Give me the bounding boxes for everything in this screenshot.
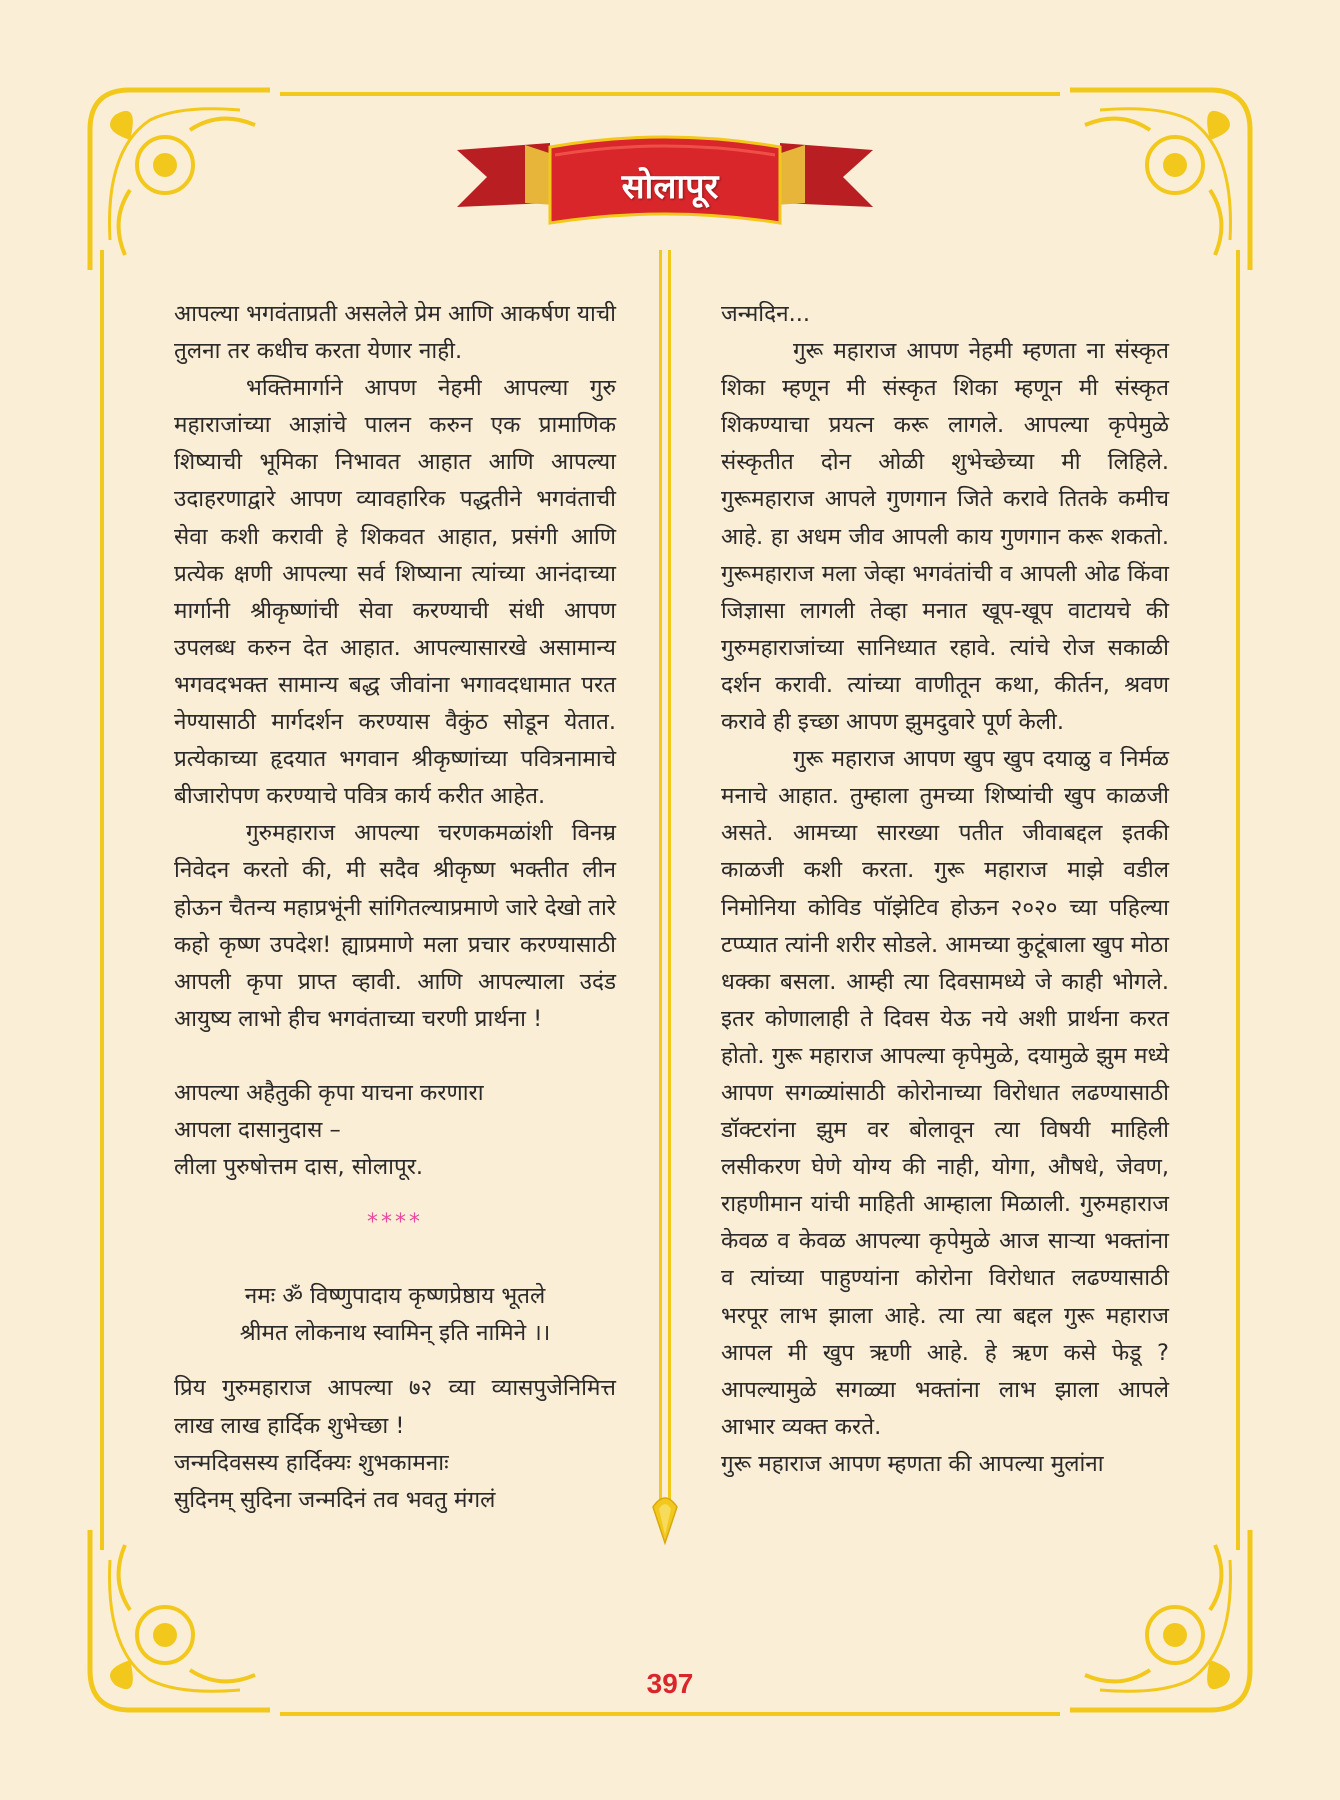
right-column bbox=[721, 296, 1169, 1483]
corner-ornament-icon bbox=[1060, 1520, 1270, 1730]
signature-line: लीला पुरुषोत्तम दास, सोलापूर. bbox=[174, 1154, 424, 1181]
corner-ornament-icon bbox=[70, 70, 280, 280]
signature-line: आपला दासानुदास – bbox=[174, 1116, 341, 1143]
border-top bbox=[280, 92, 1060, 96]
corner-ornament-icon bbox=[1060, 70, 1270, 280]
paragraph: गुरू महाराज आपण नेहमी म्हणता ना संस्कृत शिका म्हणून मी संस्कृत शिका म्हणून मी संस्कृत शिकण्याचा प्रयत्न करू लागले. आपल्या कृपेमुळे संस्कृतीत दोन ओळी शुभेच्छेच्या मी लिहिले. गुरूमहाराज आपले गुणगान जिते करावे तितके कमीच आहे. हा अधम जीव आपली काय गुणगान करू शकतो. गुरूमहाराज मला जेव्हा भगवंतांची व आपली ओढ किंवा जिज्ञासा लागली तेव्हा मनात खूप-खूप वाटायचे की गुरुमहाराजांच्या सानिध्यात रहावे. त्यांचे रोज सकाळी दर्शन करावी. त्यांच्या वाणीतून कथा, कीर्तन, श्रवण करावे ही इच्छा आपण झुमदुवारे पूर्ण केली. bbox=[721, 338, 1169, 736]
corner-ornament-icon bbox=[70, 1520, 280, 1730]
border-bottom bbox=[280, 1712, 1060, 1716]
page-number: 397 bbox=[646, 1668, 694, 1699]
paragraph: गुरू महाराज आपण म्हणता की आपल्या मुलांना bbox=[721, 1450, 1104, 1477]
mantra-line: नमः ॐ विष्णुपादाय कृष्णप्रेष्ठाय भूतले bbox=[244, 1283, 546, 1310]
left-column bbox=[174, 296, 616, 1519]
drop-ornament-icon bbox=[649, 1485, 681, 1545]
column-divider bbox=[657, 250, 673, 1545]
page-title: सोलापूर bbox=[621, 167, 719, 207]
paragraph: गुरू महाराज आपण खुप खुप दयाळु व निर्मळ मनाचे आहात. तुम्हाला तुमच्या शिष्यांची खुप काळजी असते. आमच्या सारख्या पतीत जीवाबद्दल इतकी काळजी कशी करता. गुरू महाराज माझे वडील निमोनिया कोविड पॉझेटिव होऊन २०२० च्या पहिल्या टप्प्यात त्यांनी शरीर सोडले. आमच्या कुटूंबाला खुप मोठा धक्का बसला. आम्ही त्या दिवसामध्ये जे काही भोगले. इतर कोणालाही ते दिवस येऊ नये अशी प्रार्थना करत होतो. गुरू महाराज आपल्या कृपेमुळे, दयामुळे झुम मध्ये आपण सगळ्यांसाठी कोरोनाच्या विरोधात लढण्यासाठी डॉक्टरांना झुम वर बोलावून त्या विषयी माहिली लसीकरण घेणे योग्य की नाही, योगा, औषधे, जेवण, राहणीमान यांची माहिती आम्हाला मिळाली. गुरुमहाराज केवळ व केवळ आपल्या कृपेमुळे आज साऱ्या भक्तांना व त्यांच्या पाहुण्यांना कोरोना विरोधात लढण्यासाठी भरपूर लाभ झाला आहे. त्या त्या बद्दल गुरू महाराज आपल मी खुप ऋणी आहे. हे ऋण कसे फेडू ? आपल्यामुळे सगळ्या भक्तांना लाभ झाला आपले आभार व्यक्त करते. bbox=[721, 746, 1169, 1440]
paragraph: भक्तिमार्गाने आपण नेहमी आपल्या गुरु महाराजांच्या आज्ञांचे पालन करुन एक प्रामाणिक शिष्याची भूमिका निभावत आहात आणि आपल्या उदाहरणाद्वारे आपण व्यावहारिक पद्धतीने भगवंताची सेवा कशी करावी हे शिकवत आहात, प्रसंगी आणि प्रत्येक क्षणी आपल्या सर्व शिष्याना त्यांच्या आनंदाच्या मार्गानी श्रीकृष्णांची सेवा करण्याची संधी आपण उपलब्ध करुन देत आहात. आपल्यासारखे असामान्य भगवदभक्त सामान्य बद्ध जीवांना भगावदधामात परत नेण्यासाठी मार्गदर्शन करण्यास वैकुंठ सोडून येतात. प्रत्येकाच्या हृदयात भगवान श्रीकृष्णांच्या पवित्रनामाचे बीजारोपण करण्याचे पवित्र कार्य करीत आहेत. bbox=[174, 375, 616, 810]
mantra-line: श्रीमत लोकनाथ स्वामिन् इति नामिने ।। bbox=[239, 1320, 551, 1347]
paragraph: जन्मदिन... bbox=[721, 301, 811, 327]
greeting-line: सुदिनम् सुदिना जन्मदिनं तव भवतु मंगलं bbox=[174, 1486, 496, 1513]
greeting-line: जन्मदिवसस्य हार्दिक्यः शुभकामनाः bbox=[174, 1449, 449, 1476]
separator-stars: **** bbox=[367, 1210, 423, 1236]
paragraph: गुरुमहाराज आपल्या चरणकमळांशी विनम्र निवेदन करतो की, मी सदैव श्रीकृष्ण भक्तीत लीन होऊन चैतन्य महाप्रभूंनी सांगितल्याप्रमाणे जारे देखो तारे कहो कृष्ण उपदेश! ह्याप्रमाणे मला प्रचार करण्यासाठी आपली कृपा प्राप्त व्हावी. आणि आपल्याला उदंड आयुष्य लाभो हीच भगवंताच्या चरणी प्रार्थना ! bbox=[174, 820, 616, 1032]
greeting-line: प्रिय गुरुमहाराज आपल्या ७२ व्या व्यासपुजेनिमित्त लाख लाख हार्दिक शुभेच्छा ! bbox=[174, 1375, 616, 1439]
border-right bbox=[1236, 250, 1240, 1550]
paragraph: आपल्या भगवंताप्रती असलेले प्रेम आणि आकर्षण याची तुलना तर कधीच करता येणार नाही. bbox=[174, 301, 616, 365]
signature-line: आपल्या अहैतुकी कृपा याचना करणारा bbox=[174, 1079, 484, 1106]
border-left bbox=[100, 250, 104, 1550]
